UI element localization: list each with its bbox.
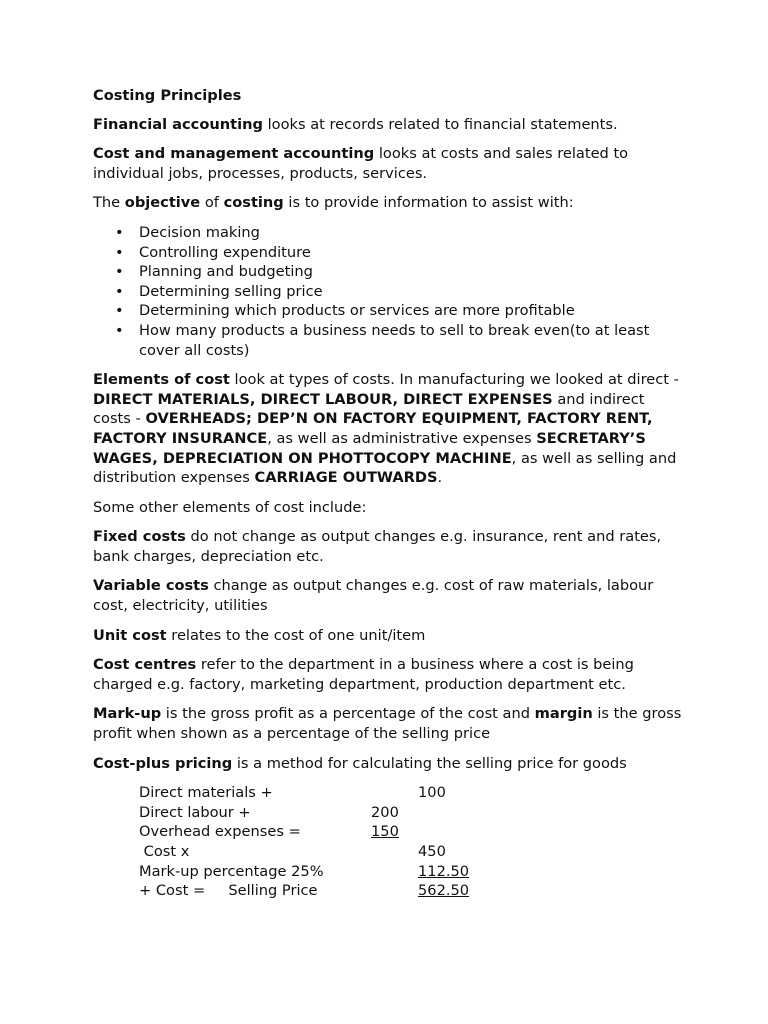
list-item: • Determining selling price [93, 282, 683, 302]
list-item: • How many products a business needs to sell to break even(to at least cover all costs) [93, 321, 683, 360]
document-body [93, 86, 683, 903]
markup-margin-paragraph: Mark-up is the gross profit as a percentage of the cost and margin is the gross profit when shown as a percentage of the selling price [93, 705, 682, 743]
calc-row-direct-materials: Direct materials + 100 [139, 784, 446, 802]
calc-row-selling-price: + Cost = Selling Price 562.50 [139, 882, 470, 900]
cost-management-paragraph: Cost and management accounting looks at costs and sales related to individual jobs, processes, products, services. [93, 145, 629, 182]
variable-costs-paragraph: Variable costs change as output changes e.g. cost of raw materials, labour cost, electricity, utilities [93, 577, 654, 615]
unit-cost-paragraph: Unit cost relates to the cost of one unit/item [93, 626, 426, 644]
cost-plus-calculation [139, 783, 683, 903]
fixed-costs-paragraph: Fixed costs do not change as output changes e.g. insurance, rent and rates, bank charges, depreciation etc. [93, 528, 662, 565]
elements-of-cost-paragraph: Elements of cost look at types of costs. In manufacturing we looked at direct - DIRECT MATERIALS, DIRECT LABOUR, DIRECT EXPENSES and indirect costs - OVERHEADS; DEP’N ON FACTORY EQUIPMENT, FACTORY RENT, FACTORY INSURANCE, as well as administrative expenses SECRETARY’S WAGES, DEPRECIATION ON PHOTTOCOPY MACHINE, as well as selling and distribution expenses CARRIAGE OUTWARDS. [93, 371, 679, 487]
list-item: • Controlling expenditure [93, 243, 683, 263]
term: Financial accounting [93, 115, 263, 133]
other-elements-paragraph: Some other elements of cost include: [93, 498, 367, 516]
term: Cost and management accounting [93, 145, 375, 163]
objective-bullet-list [93, 223, 683, 360]
list-item: • Determining which products or services are more profitable [93, 301, 683, 321]
financial-accounting-paragraph: Financial accounting looks at records related to financial statements. [93, 115, 618, 133]
calc-row-overhead-expenses: Overhead expenses = 150 [139, 823, 399, 841]
list-item: • Planning and budgeting [93, 262, 683, 282]
cost-centres-paragraph: Cost centres refer to the department in a business where a cost is being charged e.g. factory, marketing department, production department etc. [93, 656, 634, 693]
calc-row-direct-labour: Direct labour + 200 [139, 803, 399, 821]
cost-plus-paragraph: Cost-plus pricing is a method for calculating the selling price for goods [93, 754, 627, 772]
calc-row-cost: Cost x 450 [139, 843, 446, 861]
list-item: • Decision making [93, 223, 683, 243]
objective-paragraph: The objective of costing is to provide information to assist with: [93, 194, 574, 212]
page-title: Costing Principles [93, 87, 242, 104]
calc-row-markup: Mark-up percentage 25% 112.50 [139, 862, 470, 880]
